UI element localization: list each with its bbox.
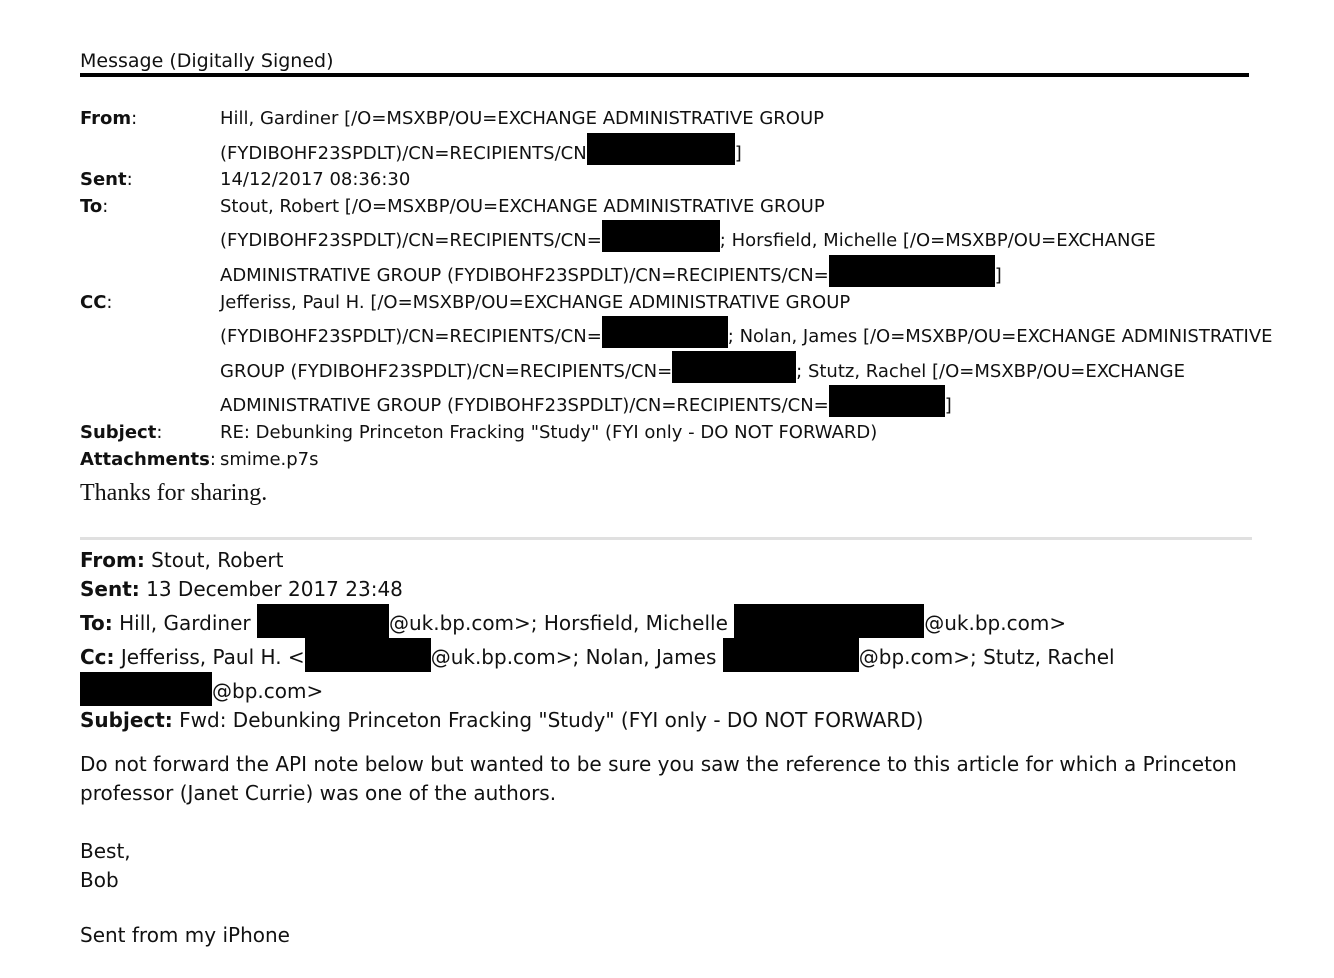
message-title: Message (Digitally Signed) [80, 50, 334, 72]
subject-label: Subject: [80, 421, 163, 443]
header-cc-row [80, 290, 1273, 420]
cc-label: CC: [80, 291, 113, 313]
redaction-box [257, 604, 389, 638]
fwd-subject-line: Subject: Fwd: Debunking Princeton Fracking "Study" (FYI only - DO NOT FORWARD) [80, 708, 924, 732]
from-line-2: (FYDIBOHF23SPDLT)/CN=RECIPIENTS/CN ] [220, 133, 1250, 168]
fwd-cc-line: Cc: Jefferiss, Paul H. < @uk.bp.com>; Nolan, James @bp.com>; Stutz, Rachel [80, 638, 1250, 672]
header-sent-row [80, 167, 1250, 194]
redaction-box [587, 133, 735, 165]
to-line-1: Stout, Robert [/O=MSXBP/OU=EXCHANGE ADMINISTRATIVE GROUP [220, 195, 825, 217]
fwd-to-line: To: Hill, Gardiner @uk.bp.com>; Horsfield, Michelle @uk.bp.com> [80, 604, 1250, 638]
title-rule [80, 73, 1249, 77]
header-subject-row [80, 420, 1250, 447]
sent-value: 14/12/2017 08:36:30 [220, 169, 411, 191]
subject-value: RE: Debunking Princeton Fracking "Study" (FYI only - DO NOT FORWARD) [220, 421, 878, 443]
redaction-box [829, 385, 945, 417]
redaction-box [602, 316, 728, 348]
from-value [220, 106, 1250, 167]
body-line-1: Do not forward the API note below but wanted to be sure you saw the reference to this article for which a Princeton [80, 752, 1237, 776]
closing: Best, [80, 839, 131, 863]
redaction-box [602, 220, 720, 252]
redaction-box [723, 638, 859, 672]
footer [80, 921, 290, 950]
redaction-box [734, 604, 924, 638]
cc-line-3: GROUP (FYDIBOHF23SPDLT)/CN=RECIPIENTS/CN= ; Stutz, Rachel [/O=MSXBP/OU=EXCHANGE [220, 351, 1273, 386]
body-line-2: professor (Janet Currie) was one of the authors. [80, 781, 557, 805]
attachment-file[interactable]: smime.p7s [220, 448, 319, 470]
from-label: From: [80, 108, 138, 129]
sent-label: Sent: [80, 169, 133, 191]
to-line-3: ADMINISTRATIVE GROUP (FYDIBOHF23SPDLT)/CN=RECIPIENTS/CN= ] [220, 255, 1250, 290]
header-to-row [80, 194, 1250, 290]
to-line-2: (FYDIBOHF23SPDLT)/CN=RECIPIENTS/CN= ; Horsfield, Michelle [/O=MSXBP/OU=EXCHANGE [220, 220, 1250, 255]
signoff [80, 837, 131, 895]
fwd-from-line: From: Stout, Robert [80, 548, 284, 572]
from-line-1: Hill, Gardiner [/O=MSXBP/OU=EXCHANGE ADMINISTRATIVE GROUP [220, 108, 824, 129]
forwarded-header [80, 546, 1250, 735]
signature: Bob [80, 868, 119, 892]
cc-value [220, 290, 1273, 420]
redaction-box [305, 638, 431, 672]
fwd-sent-line: Sent: 13 December 2017 23:48 [80, 577, 403, 601]
fwd-cc-line-2: @bp.com> [80, 672, 1250, 706]
to-value [220, 194, 1250, 290]
header-from-row [80, 106, 1250, 167]
redaction-box [672, 351, 796, 383]
fwd-body [80, 750, 1237, 808]
cc-line-4: ADMINISTRATIVE GROUP (FYDIBOHF23SPDLT)/CN=RECIPIENTS/CN= ] [220, 385, 1273, 420]
to-label: To: [80, 195, 109, 217]
redaction-box [80, 672, 212, 706]
separator-line [80, 537, 1252, 540]
cc-line-1: Jefferiss, Paul H. [/O=MSXBP/OU=EXCHANGE ADMINISTRATIVE GROUP [220, 291, 851, 313]
header-attachments-row [80, 447, 1250, 474]
cc-line-2: (FYDIBOHF23SPDLT)/CN=RECIPIENTS/CN= ; Nolan, James [/O=MSXBP/OU=EXCHANGE ADMINISTRATIVE [220, 316, 1273, 351]
reply-body: Thanks for sharing. [80, 480, 268, 506]
redaction-box [829, 255, 995, 287]
attachments-label: Attachments: [80, 448, 216, 470]
message-header [80, 106, 1273, 473]
sent-from-line: Sent from my iPhone [80, 923, 290, 947]
